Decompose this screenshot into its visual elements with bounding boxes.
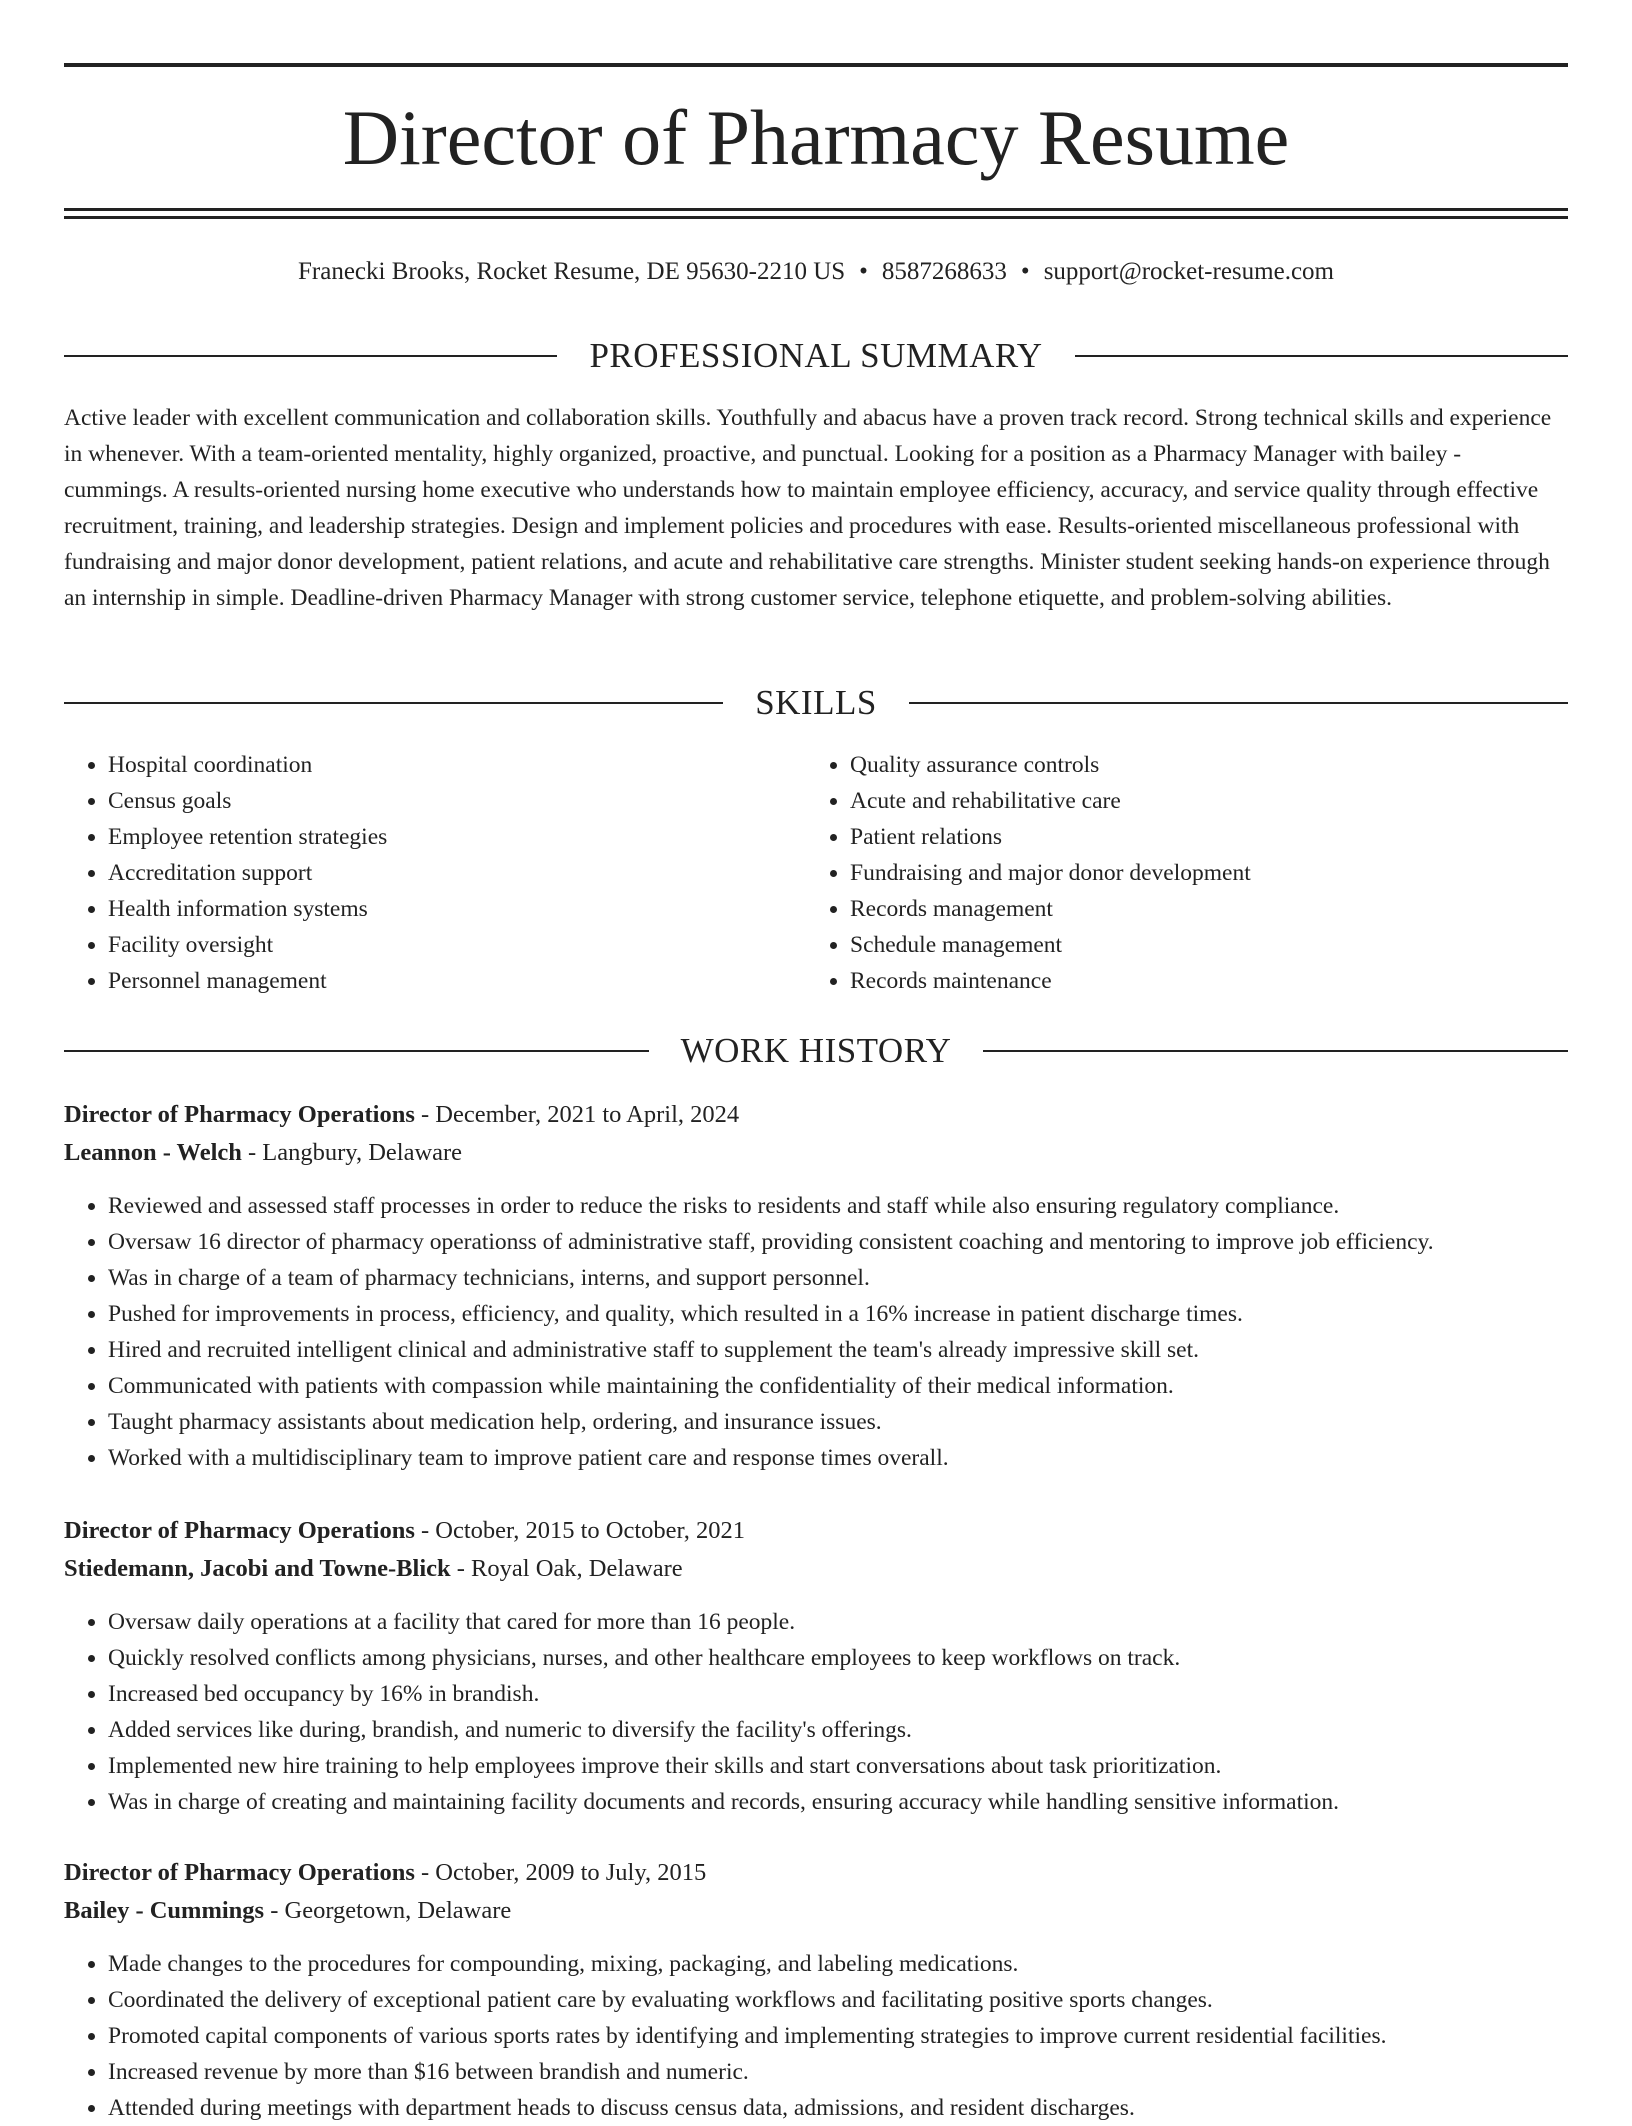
- job-title-row: [64, 1096, 1568, 1134]
- skill-item: • Records management: [850, 891, 1548, 927]
- job-company-row: [64, 1892, 1568, 1930]
- job-bullet: • Coordinated the delivery of exceptional patient care by evaluating workflows and facilitating positive sports changes.: [108, 1982, 1568, 2018]
- work-history-heading-label: WORK HISTORY: [680, 1031, 952, 1070]
- skills-heading-label: SKILLS: [755, 683, 877, 722]
- job-entry: [64, 1512, 1568, 1820]
- heading-rule-right: [1075, 355, 1568, 357]
- skill-item: • Health information systems: [108, 891, 806, 927]
- job-location: - Langbury, Delaware: [241, 1139, 463, 1166]
- skill-item: • Employee retention strategies: [108, 819, 806, 855]
- skills-column-left: [64, 747, 806, 999]
- contact-phone: 8587268633: [881, 258, 1007, 285]
- job-bullet: • Implemented new hire training to help employees improve their skills and start conversations about task prioritization.: [108, 1748, 1568, 1784]
- job-bullet: • Oversaw 16 director of pharmacy operationss of administrative staff, providing consistent coaching and mentoring to improve job efficiency.: [108, 1224, 1568, 1260]
- top-rule: [64, 63, 1568, 67]
- heading-rule-right: [983, 1050, 1568, 1052]
- skill-item: • Schedule management: [850, 927, 1548, 963]
- heading-rule-left: [64, 702, 723, 704]
- job-title: Director of Pharmacy Operations: [64, 1859, 415, 1886]
- job-title-row: [64, 1854, 1568, 1892]
- job-bullet: • Pushed for improvements in process, efficiency, and quality, which resulted in a 16% increase in patient discharge times.: [108, 1296, 1568, 1332]
- skill-item: • Patient relations: [850, 819, 1548, 855]
- heading-rule-left: [64, 1050, 649, 1052]
- contact-separator: •: [1020, 258, 1030, 285]
- job-bullet: • Added services like during, brandish, and numeric to diversify the facility's offerings.: [108, 1712, 1568, 1748]
- heading-rule-right: [909, 702, 1568, 704]
- job-company: Bailey - Cummings: [64, 1897, 265, 1924]
- job-dates: - October, 2015 to October, 2021: [414, 1517, 745, 1544]
- resume-title: Director of Pharmacy Resume: [342, 94, 1290, 181]
- job-bullets: [64, 1604, 1568, 1820]
- job-bullet: • Hired and recruited intelligent clinical and administrative staff to supplement the team's already impressive skill set.: [108, 1332, 1568, 1368]
- skill-item: • Facility oversight: [108, 927, 806, 963]
- skill-item: • Census goals: [108, 783, 806, 819]
- job-bullet: • Taught pharmacy assistants about medication help, ordering, and insurance issues.: [108, 1404, 1568, 1440]
- job-bullet: • Was in charge of creating and maintaining facility documents and records, ensuring accuracy while handling sensitive information.: [108, 1784, 1568, 1820]
- skill-item: • Acute and rehabilitative care: [850, 783, 1548, 819]
- work-history-heading: [64, 1029, 1568, 1073]
- job-company: Stiedemann, Jacobi and Towne-Blick: [64, 1555, 451, 1582]
- skill-item: • Fundraising and major donor development: [850, 855, 1548, 891]
- job-bullet: • Increased bed occupancy by 16% in brandish.: [108, 1676, 1568, 1712]
- title-rule-lower: [64, 216, 1568, 219]
- job-entry: [64, 1096, 1568, 1476]
- contact-address: Franecki Brooks, Rocket Resume, DE 95630-2210 US: [298, 258, 846, 285]
- job-company: Leannon - Welch: [64, 1139, 242, 1166]
- skill-item: • Hospital coordination: [108, 747, 806, 783]
- contact-email: support@rocket-resume.com: [1043, 258, 1334, 285]
- skill-item: • Personnel management: [108, 963, 806, 999]
- job-bullet: • Was in charge of a team of pharmacy technicians, interns, and support personnel.: [108, 1260, 1568, 1296]
- job-bullet: • Quickly resolved conflicts among physicians, nurses, and other healthcare employees to keep workflows on track.: [108, 1640, 1568, 1676]
- job-title-row: [64, 1512, 1568, 1550]
- job-bullet: • Communicated with patients with compassion while maintaining the confidentiality of their medical information.: [108, 1368, 1568, 1404]
- skill-item: • Records maintenance: [850, 963, 1548, 999]
- job-title: Director of Pharmacy Operations: [64, 1101, 415, 1128]
- job-company-row: [64, 1550, 1568, 1588]
- skills-heading: [64, 681, 1568, 725]
- job-bullets: [64, 1946, 1568, 2126]
- job-bullet: • Promoted capital components of various sports rates by identifying and implementing strategies to improve current residential facilities.: [108, 2018, 1568, 2054]
- job-bullet: • Made changes to the procedures for compounding, mixing, packaging, and labeling medications.: [108, 1946, 1568, 1982]
- summary-heading-label: PROFESSIONAL SUMMARY: [589, 336, 1043, 375]
- job-location: - Royal Oak, Delaware: [450, 1555, 683, 1582]
- contact-separator: •: [859, 258, 868, 285]
- job-entry: [64, 1854, 1568, 2126]
- job-dates: - December, 2021 to April, 2024: [414, 1101, 740, 1128]
- summary-heading: [64, 334, 1568, 378]
- skills-column-right: [806, 747, 1548, 999]
- job-bullet: • Increased revenue by more than $16 between brandish and numeric.: [108, 2054, 1568, 2090]
- job-bullets: [64, 1188, 1568, 1476]
- title-rule-upper: [64, 208, 1568, 211]
- contact-line: [64, 254, 1568, 290]
- job-bullet: • Worked with a multidisciplinary team to improve patient care and response times overall.: [108, 1440, 1568, 1476]
- skill-item: • Accreditation support: [108, 855, 806, 891]
- job-bullet: • Attended during meetings with department heads to discuss census data, admissions, and resident discharges.: [108, 2090, 1568, 2126]
- job-bullet: • Oversaw daily operations at a facility that cared for more than 16 people.: [108, 1604, 1568, 1640]
- job-location: - Georgetown, Delaware: [264, 1897, 512, 1924]
- skills-list: [64, 747, 1568, 999]
- job-dates: - October, 2009 to July, 2015: [414, 1859, 707, 1886]
- skill-item: • Quality assurance controls: [850, 747, 1548, 783]
- job-company-row: [64, 1134, 1568, 1172]
- job-title: Director of Pharmacy Operations: [64, 1517, 415, 1544]
- job-bullet: • Reviewed and assessed staff processes in order to reduce the risks to residents and staff while also ensuring regulatory compliance.: [108, 1188, 1568, 1224]
- heading-rule-left: [64, 355, 557, 357]
- summary-text: Active leader with excellent communication and collaboration skills. Youthfully and abacus have a proven track record. Strong technical skills and experience in whenever. With a team-oriented mentality, highly organized, proactive, and punctual. Looking for a position as a Pharmacy Manager with bailey - cummings. A results-oriented nursing home executive who understands how to maintain employee efficiency, accuracy, and service quality through effective recruitment, training, and leadership strategies. Design and implement policies and procedures with ease. Results-oriented miscellaneous professional with fundraising and major donor development, patient relations, and acute and rehabilitative care strengths. Minister student seeking hands-on experience through an internship in simple. Deadline-driven Pharmacy Manager with strong customer service, telephone etiquette, and problem-solving abilities.: [64, 405, 1552, 611]
